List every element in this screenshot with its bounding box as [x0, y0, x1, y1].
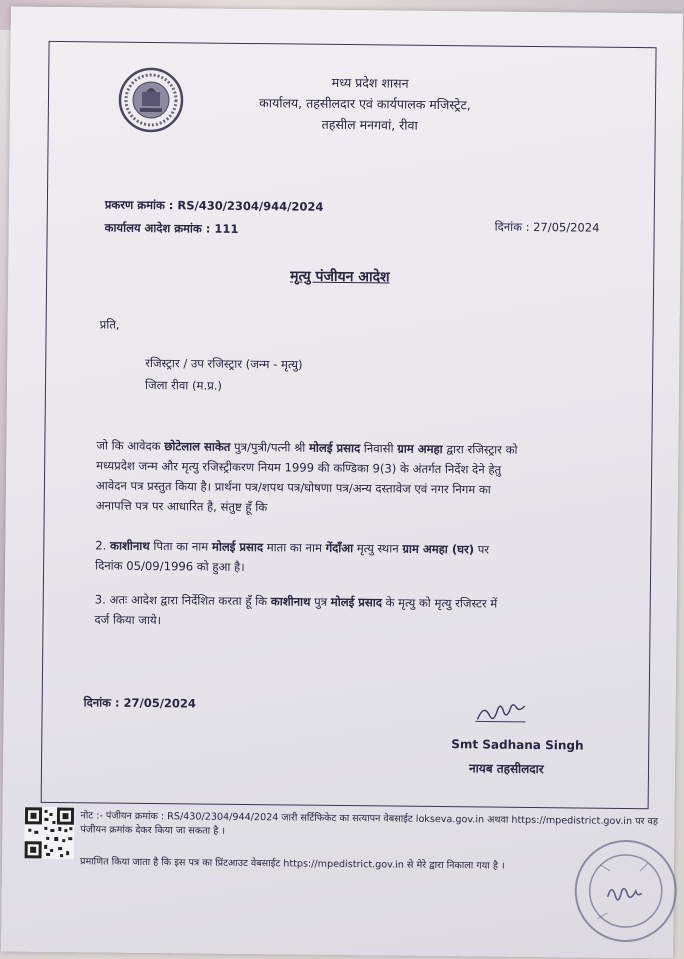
- footer-note-line-1: नोट :- पंजीयन क्रमांक : RS/430/2304/944/2024 जारी सर्टिफिकेट का सत्यापन वेबसाईट lokseva.gov.in अथवा https://mpedistrict.gov.in पर वह: [80, 810, 659, 828]
- para2-text: पर: [473, 542, 490, 557]
- father-name: मोलई प्रसाद: [330, 594, 383, 610]
- father-name: मोलई प्रसाद: [308, 440, 361, 456]
- para1-text: पुत्र/पुत्री/पत्नी श्री: [230, 439, 310, 455]
- lok-seva-kendra-stamp-icon: [569, 834, 682, 947]
- addressee-line-1: रजिस्ट्रार / उप रजिस्ट्रार (जन्म - मृत्यु): [145, 355, 303, 372]
- signature-scribble: [473, 699, 533, 726]
- father-name: मोलई प्रसाद: [211, 539, 264, 555]
- death-place: ग्राम अमहा (घर): [402, 541, 475, 557]
- para2-text: 2.: [95, 538, 111, 553]
- para1-line-3: आवेदन पत्र प्रस्तुत किया है। प्रार्थना पत्र/शपथ पत्र/घोषणा पत्र/अन्य दस्तावेज एवं नगर निगम का: [95, 478, 491, 497]
- para1-text: जो कि आवेदक: [96, 438, 165, 454]
- to-label: प्रति,: [99, 317, 120, 332]
- paragraph-2: [95, 535, 615, 580]
- header-line-1: मध्य प्रदेश शासन: [331, 74, 409, 91]
- para1-line-4: अनापत्ति पत्र पर आधारित है, संतुष्ट हूँ कि: [95, 498, 268, 515]
- para1-line-2: मध्यप्रदेश जन्म और मृत्यु रजिस्ट्रीकरण नियम 1999 की कण्डिका 9(3) के अंतर्गत निर्देश देने हेतु: [96, 458, 502, 477]
- para3-text: 3. अतः आदेश द्वारा निर्देशित करता हूँ कि: [94, 592, 271, 609]
- office-header: [250, 71, 491, 137]
- deceased-name: काशीनाथ: [270, 594, 311, 609]
- order-number: कार्यालय आदेश क्रमांक : 111: [104, 220, 239, 236]
- bottom-date: दिनांक : 27/05/2024: [83, 695, 197, 711]
- para2-text: पिता का नाम: [149, 538, 213, 554]
- mother-name: गेंदाँआ: [325, 540, 354, 556]
- para3-text: के मृत्यु को मृत्यु रजिस्टर में: [381, 595, 498, 611]
- para1-text: निवासी: [360, 441, 398, 456]
- paragraph-3: [94, 589, 614, 634]
- applicant-name: छोटेलाल साकेत: [164, 439, 231, 454]
- document-sheet: [1, 7, 683, 959]
- deceased-name: काशीनाथ: [110, 538, 150, 553]
- case-number: प्रकरण क्रमांक : RS/430/2304/944/2024: [104, 197, 324, 214]
- para1-text: द्वारा रजिस्ट्रार को: [442, 442, 518, 457]
- para3-text: पुत्र: [310, 594, 331, 609]
- footer-note-line-2: पंजीयन क्रमांक देकर किया जा सकता है ।: [80, 824, 226, 837]
- village-name: ग्राम अमहा: [397, 441, 443, 457]
- addressee-line-2: जिला रीवा (म.प्र.): [144, 377, 223, 393]
- document-title: मृत्यु पंजीयन आदेश: [290, 268, 390, 286]
- para3-line-2: दर्ज किया जाये।: [94, 612, 162, 628]
- footer-certification: प्रमाणित किया जाता है कि इस पत्र का प्रिंटआउट वेबसाईट https://mpedistrict.gov.in से मेरे द्वारा निकाला गया है ।: [79, 856, 505, 872]
- mp-state-emblem-icon: [118, 66, 185, 135]
- order-date: दिनांक : 27/05/2024: [494, 219, 600, 235]
- signatory-name: Smt Sadhana Singh: [451, 737, 584, 753]
- qr-code-icon: [24, 807, 75, 860]
- death-date-line: दिनांक 05/09/1996 को हुआ है।: [95, 558, 245, 574]
- header-line-3: तहसील मनगवां, रीवा: [321, 116, 418, 133]
- footer-note: [80, 809, 659, 843]
- para2-text: मृत्यु स्थान: [353, 541, 403, 556]
- signatory-designation: नायब तहसीलदार: [468, 761, 544, 777]
- para2-text: माता का नाम: [262, 540, 326, 555]
- header-line-2: कार्यालय, तहसीलदार एवं कार्यपालक मजिस्ट्रेट,: [259, 95, 471, 113]
- document-border: [41, 41, 657, 809]
- paragraph-1: [96, 435, 617, 520]
